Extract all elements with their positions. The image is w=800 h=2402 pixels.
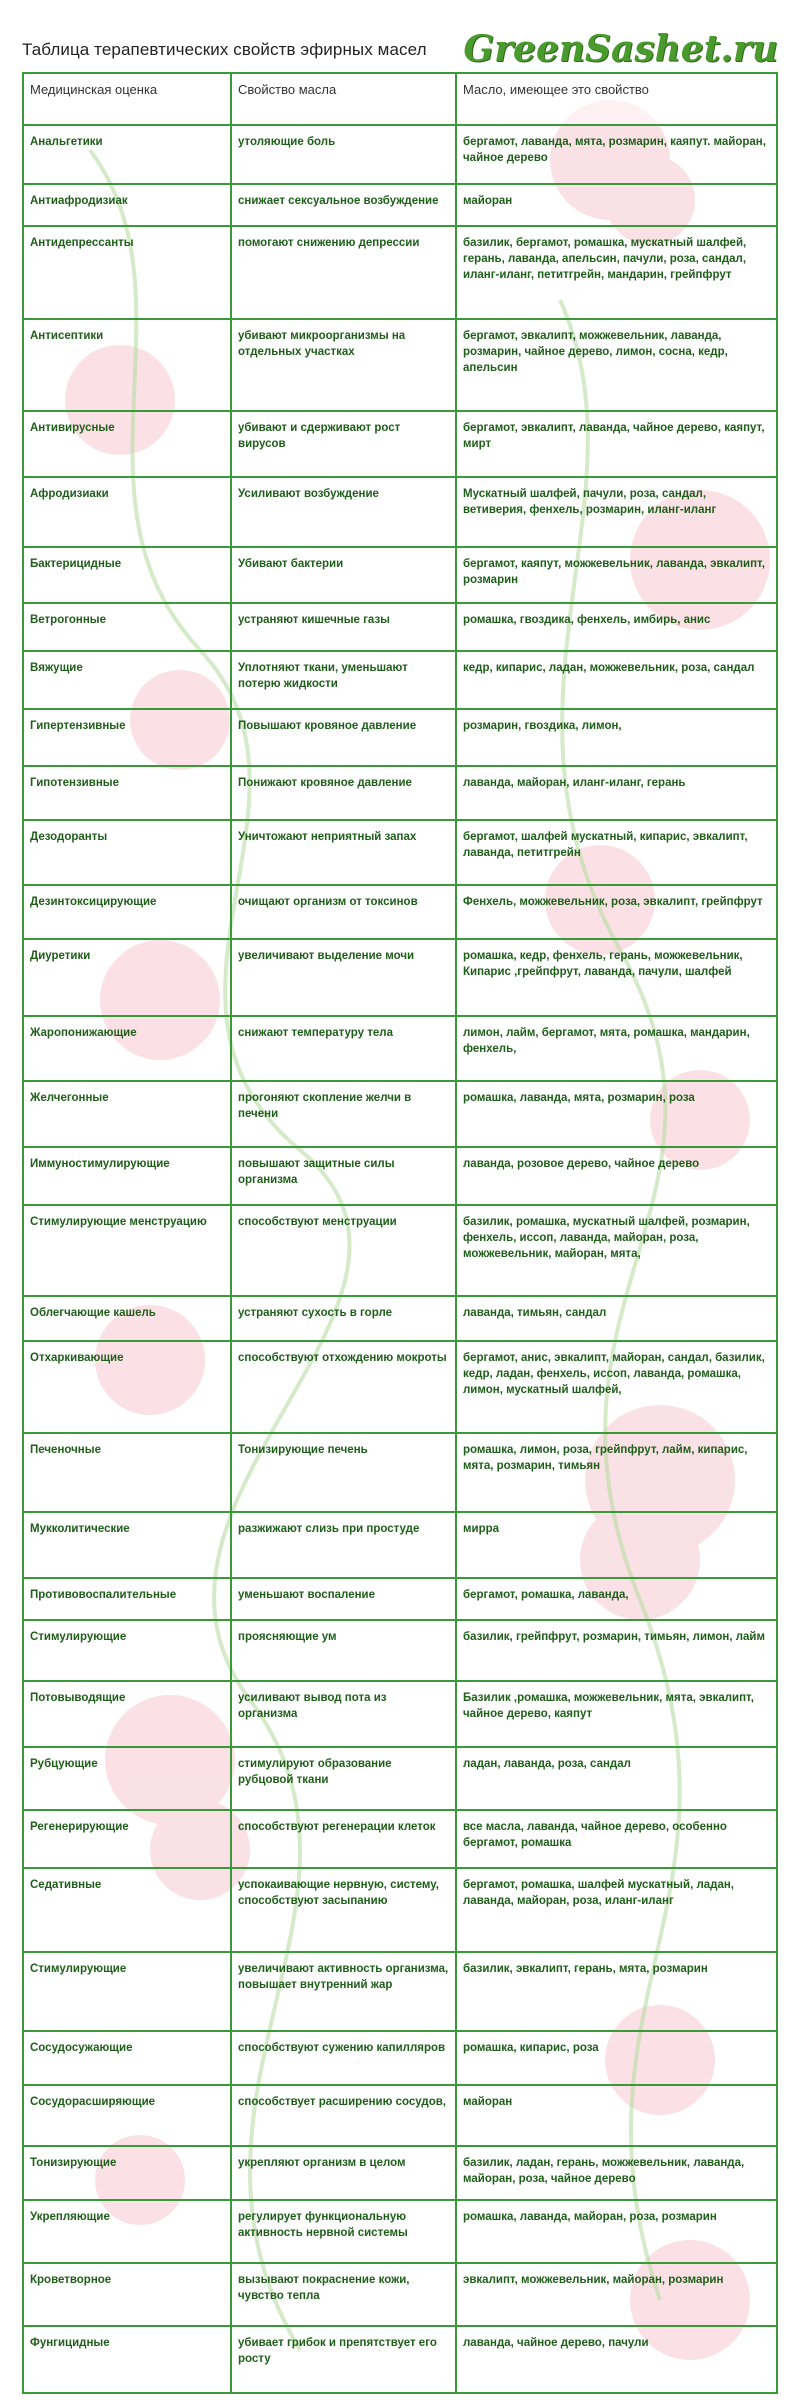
table-row: [24, 651, 776, 710]
cell-assessment: Седативные: [24, 1868, 231, 1951]
cell-assessment: Регенерирующие: [24, 1810, 231, 1869]
cell-assessment: Потовыводящие: [24, 1681, 231, 1746]
column-header: Масло, имеющее это свойство: [456, 74, 776, 125]
table-row: [24, 1681, 776, 1746]
cell-oils: ромашка, кипарис, роза: [456, 2031, 776, 2085]
table-row: [24, 603, 776, 650]
cell-assessment: Противовоспалительные: [24, 1578, 231, 1621]
cell-assessment: Дезодоранты: [24, 820, 231, 885]
cell-oils: лаванда, майоран, иланг-иланг, герань: [456, 766, 776, 820]
cell-assessment: Жаропонижающие: [24, 1016, 231, 1081]
cell-assessment: Анальгетики: [24, 125, 231, 184]
cell-oils: базилик, грейпфрут, розмарин, тимьян, лимон, лайм: [456, 1620, 776, 1681]
table-row: [24, 2085, 776, 2146]
table-row: [24, 1205, 776, 1295]
cell-property: устраняют сухость в горле: [231, 1296, 456, 1341]
cell-property: убивает грибок и препятствует его росту: [231, 2326, 456, 2392]
cell-assessment: Печеночные: [24, 1433, 231, 1512]
page-title: Таблица терапевтических свойств эфирных масел: [22, 40, 427, 59]
table-row: [24, 1620, 776, 1681]
table-row: [24, 2200, 776, 2263]
cell-assessment: Сосудосужающие: [24, 2031, 231, 2085]
cell-assessment: Тонизирующие: [24, 2146, 231, 2200]
cell-oils: Базилик ,ромашка, можжевельник, мята, эвкалипт, чайное дерево, каяпут: [456, 1681, 776, 1746]
cell-oils: мирра: [456, 1512, 776, 1577]
table-row: [24, 939, 776, 1016]
site-logo: GreenSashet.ru: [463, 28, 778, 70]
cell-assessment: Антисептики: [24, 319, 231, 411]
cell-assessment: Афродизиаки: [24, 477, 231, 547]
cell-property: Повышают кровяное давление: [231, 709, 456, 765]
cell-property: Усиливают возбуждение: [231, 477, 456, 547]
cell-assessment: Стимулирующие: [24, 1620, 231, 1681]
cell-property: способствуют отхождению мокроты: [231, 1341, 456, 1433]
table-row: [24, 709, 776, 765]
table-row: [24, 1016, 776, 1081]
cell-property: помогают снижению депрессии: [231, 226, 456, 318]
cell-property: усиливают вывод пота из организма: [231, 1681, 456, 1746]
table-row: [24, 1296, 776, 1341]
cell-oils: бергамот, шалфей мускатный, кипарис, эвкалипт, лаванда, петитгрейн: [456, 820, 776, 885]
cell-assessment: Иммуностимулирующие: [24, 1147, 231, 1206]
table-header-row: [24, 74, 776, 125]
cell-property: способствуют менструации: [231, 1205, 456, 1295]
cell-oils: бергамот, лаванда, мята, розмарин, каяпут. майоран, чайное дерево: [456, 125, 776, 184]
cell-oils: лаванда, розовое дерево, чайное дерево: [456, 1147, 776, 1206]
cell-property: увеличивают выделение мочи: [231, 939, 456, 1016]
cell-property: укрепляют организм в целом: [231, 2146, 456, 2200]
cell-property: уменьшают воспаление: [231, 1578, 456, 1621]
cell-assessment: Антидепрессанты: [24, 226, 231, 318]
table-row: [24, 125, 776, 184]
cell-assessment: Бактерицидные: [24, 547, 231, 603]
cell-property: вызывают покраснение кожи, чувство тепла: [231, 2263, 456, 2326]
cell-oils: бергамот, ромашка, лаванда,: [456, 1578, 776, 1621]
cell-assessment: Стимулирующие: [24, 1952, 231, 2031]
table-row: [24, 2326, 776, 2392]
cell-property: стимулируют образование рубцовой ткани: [231, 1747, 456, 1810]
cell-assessment: Облегчающие кашель: [24, 1296, 231, 1341]
cell-property: Тонизирующие печень: [231, 1433, 456, 1512]
cell-oils: эвкалипт, можжевельник, майоран, розмарин: [456, 2263, 776, 2326]
cell-assessment: Сосудорасширяющие: [24, 2085, 231, 2146]
table-row: [24, 319, 776, 411]
table-row: [24, 1952, 776, 2031]
cell-oils: розмарин, гвоздика, лимон,: [456, 709, 776, 765]
cell-property: способствует расширению сосудов,: [231, 2085, 456, 2146]
cell-property: способствуют регенерации клеток: [231, 1810, 456, 1869]
cell-property: устраняют кишечные газы: [231, 603, 456, 650]
cell-property: снижает сексуальное возбуждение: [231, 184, 456, 227]
table-row: [24, 226, 776, 318]
table-row: [24, 1810, 776, 1869]
cell-oils: кедр, кипарис, ладан, можжевельник, роза, сандал: [456, 651, 776, 710]
table-row: [24, 2263, 776, 2326]
cell-oils: ромашка, лаванда, майоран, роза, розмарин: [456, 2200, 776, 2263]
cell-property: убивают и сдерживают рост вирусов: [231, 411, 456, 476]
cell-property: очищают организм от токсинов: [231, 885, 456, 939]
cell-property: проясняющие ум: [231, 1620, 456, 1681]
cell-assessment: Фунгицидные: [30, 2337, 110, 2350]
table-row: [24, 885, 776, 939]
cell-oils: майоран: [456, 184, 776, 227]
cell-oils: майоран: [456, 2085, 776, 2146]
cell-oils: ромашка, лаванда, мята, розмарин, роза: [456, 1081, 776, 1146]
column-header: Свойство масла: [231, 74, 456, 125]
cell-property: утоляющие боль: [231, 125, 456, 184]
cell-assessment: Отхаркивающие: [24, 1341, 231, 1433]
cell-oils: лаванда, чайное дерево, пачули: [456, 2326, 776, 2392]
column-header: Медицинская оценка: [24, 74, 231, 125]
cell-oils: Мускатный шалфей, пачули, роза, сандал, ветиверия, фенхель, розмарин, иланг-иланг: [456, 477, 776, 547]
page-header: [0, 0, 800, 70]
cell-assessment: Ветрогонные: [24, 603, 231, 650]
cell-oils: ладан, лаванда, роза, сандал: [456, 1747, 776, 1810]
cell-oils: базилик, эвкалипт, герань, мята, розмарин: [456, 1952, 776, 2031]
cell-property: повышают защитные силы организма: [231, 1147, 456, 1206]
cell-property: Убивают бактерии: [231, 547, 456, 603]
cell-assessment: Мукколитические: [24, 1512, 231, 1577]
cell-assessment: Вяжущие: [24, 651, 231, 710]
cell-property: способствуют сужению капилляров: [231, 2031, 456, 2085]
cell-oils: все масла, лаванда, чайное дерево, особенно бергамот, ромашка: [456, 1810, 776, 1869]
cell-property: убивают микроорганизмы на отдельных участках: [231, 319, 456, 411]
cell-assessment: Стимулирующие менструацию: [24, 1205, 231, 1295]
cell-oils: лимон, лайм, бергамот, мята, ромашка, мандарин, фенхель,: [456, 1016, 776, 1081]
table-row: [24, 1512, 776, 1577]
cell-assessment: Антивирусные: [24, 411, 231, 476]
cell-oils: ромашка, кедр, фенхель, герань, можжевельник, Кипарис ,грейпфрут, лаванда, пачули, шалфей: [456, 939, 776, 1016]
table-row: [24, 1147, 776, 1206]
table-row: [24, 820, 776, 885]
cell-oils: ромашка, лимон, роза, грейпфрут, лайм, кипарис, мята, розмарин, тимьян: [456, 1433, 776, 1512]
table-row: [24, 1081, 776, 1146]
table-row: [24, 547, 776, 603]
cell-assessment: Антиафродизиак: [24, 184, 231, 227]
oils-table: [22, 72, 778, 2394]
cell-oils: Фенхель, можжевельник, роза, эвкалипт, грейпфрут: [456, 885, 776, 939]
cell-assessment: Гипертензивные: [24, 709, 231, 765]
table-row: [24, 1433, 776, 1512]
cell-property: Уничтожают неприятный запах: [231, 820, 456, 885]
cell-property: разжижают слизь при простуде: [231, 1512, 456, 1577]
cell-oils: бергамот, каяпут, можжевельник, лаванда, эвкалипт, розмарин: [456, 547, 776, 603]
cell-property: регулирует функциональную активность нервной системы: [231, 2200, 456, 2263]
cell-property: прогоняют скопление желчи в печени: [231, 1081, 456, 1146]
table-row: [24, 766, 776, 820]
table-row: [24, 2031, 776, 2085]
cell-assessment: Дезинтоксицирующие: [24, 885, 231, 939]
cell-property: Уплотняют ткани, уменьшают потерю жидкости: [231, 651, 456, 710]
cell-property: успокаивающие нервную, систему, способствуют засыпанию: [231, 1868, 456, 1951]
cell-assessment: Рубцующие: [24, 1747, 231, 1810]
cell-oils: базилик, ладан, герань, можжевельник, лаванда, майоран, роза, чайное дерево: [456, 2146, 776, 2200]
cell-oils: ромашка, гвоздика, фенхель, имбирь, анис: [456, 603, 776, 650]
cell-oils: бергамот, анис, эвкалипт, майоран, сандал, базилик, кедр, ладан, фенхель, иссоп, лаванда, ромашка, лимон, мускатный шалфей,: [456, 1341, 776, 1433]
cell-assessment: Кроветворное: [24, 2263, 231, 2326]
cell-oils: лаванда, тимьян, сандал: [456, 1296, 776, 1341]
cell-property: снижают температуру тела: [231, 1016, 456, 1081]
table-row: [24, 411, 776, 476]
cell-oils: базилик, ромашка, мускатный шалфей, розмарин, фенхель, иссоп, лаванда, майоран, роза, можжевельник, майоран, мята,: [456, 1205, 776, 1295]
table-row: [24, 2146, 776, 2200]
cell-assessment: Желчегонные: [24, 1081, 231, 1146]
cell-property: увеличивают активность организма, повышает внутренний жар: [231, 1952, 456, 2031]
table-row: [24, 1578, 776, 1621]
cell-assessment: Гипотензивные: [24, 766, 231, 820]
cell-oils: бергамот, эвкалипт, можжевельник, лаванда, розмарин, чайное дерево, лимон, сосна, кедр, апельсин: [456, 319, 776, 411]
table-row: [24, 477, 776, 547]
cell-assessment: Диуретики: [24, 939, 231, 1016]
cell-oils: бергамот, эвкалипт, лаванда, чайное дерево, каяпут, мирт: [456, 411, 776, 476]
table-row: [24, 1341, 776, 1433]
cell-oils: бергамот, ромашка, шалфей мускатный, ладан, лаванда, майоран, роза, иланг-иланг: [456, 1868, 776, 1951]
table-row: [24, 1747, 776, 1810]
table-row: [24, 184, 776, 227]
cell-property: Понижают кровяное давление: [231, 766, 456, 820]
cell-oils: базилик, бергамот, ромашка, мускатный шалфей, герань, лаванда, апельсин, пачули, роза, сандал, иланг-иланг, петитгрейн, мандарин, грейпфрут: [456, 226, 776, 318]
cell-assessment: Укрепляющие: [24, 2200, 231, 2263]
table-row: [24, 1868, 776, 1951]
